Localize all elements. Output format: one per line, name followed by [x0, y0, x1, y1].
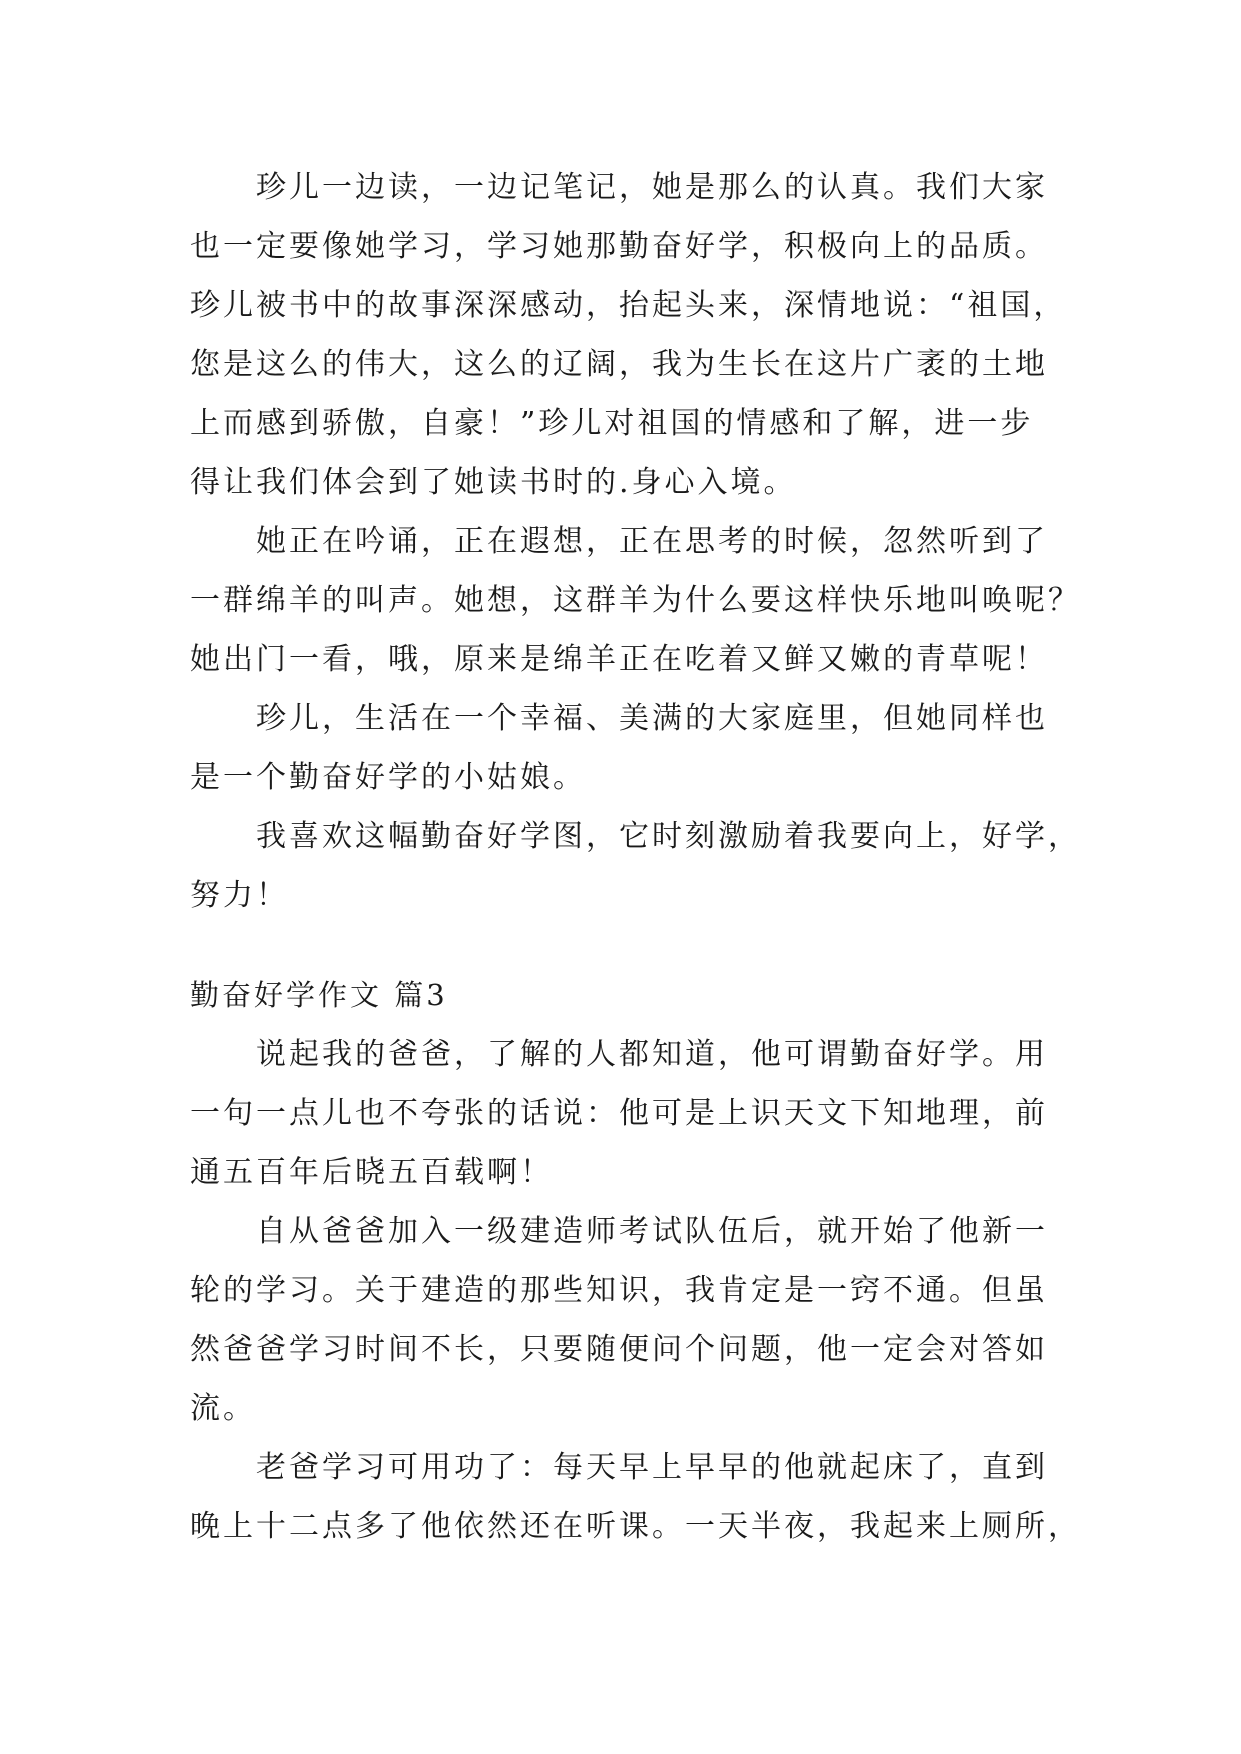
- paragraph: [190, 158, 1067, 512]
- paragraph: [190, 1202, 1060, 1438]
- text-line: 得让我们体会到了她读书时的.身心入境。: [190, 465, 797, 500]
- text-line: 一句一点儿也不夸张的话说：他可是上识天文下知地理，前: [190, 1096, 1048, 1131]
- section-heading: 勤奋好学作文 篇3: [190, 978, 448, 1012]
- document-page: [190, 158, 1081, 1556]
- text-line: 通五百年后晓五百载啊！: [190, 1155, 553, 1190]
- text-line: 珍儿一边读，一边记笔记，她是那么的认真。我们大家: [256, 170, 1048, 205]
- text-line: 她正在吟诵，正在遐想，正在思考的时候，忽然听到了: [256, 524, 1048, 559]
- text-line: 是一个勤奋好学的小姑娘。: [190, 760, 586, 795]
- paragraph: [190, 1025, 1060, 1202]
- text-line: 她出门一看，哦，原来是绵羊正在吃着又鲜又嫩的青草呢！: [190, 642, 1048, 677]
- paragraph: [190, 807, 1081, 925]
- text-line: 轮的学习。关于建造的那些知识，我肯定是一窍不通。但虽: [190, 1273, 1048, 1308]
- text-line: 上而感到骄傲，自豪！”珍儿对祖国的情感和了解，进一步: [190, 406, 1034, 441]
- text-line: 珍儿，生活在一个幸福、美满的大家庭里，但她同样也: [256, 701, 1048, 736]
- text-line: 自从爸爸加入一级建造师考试队伍后，就开始了他新一: [256, 1214, 1048, 1249]
- text-line: 我喜欢这幅勤奋好学图，它时刻激励着我要向上，好学，: [256, 819, 1081, 854]
- text-line: 说起我的爸爸，了解的人都知道，他可谓勤奋好学。用: [256, 1037, 1048, 1072]
- text-line: 然爸爸学习时间不长，只要随便问个问题，他一定会对答如: [190, 1332, 1048, 1367]
- text-line: 努力！: [190, 878, 289, 913]
- text-line: 您是这么的伟大，这么的辽阔，我为生长在这片广袤的土地: [190, 347, 1048, 382]
- paragraph: [190, 512, 1081, 689]
- text-line: 流。: [190, 1391, 256, 1426]
- text-line: 晚上十二点多了他依然还在听课。一天半夜，我起来上厕所，: [190, 1509, 1081, 1544]
- text-line: 珍儿被书中的故事深深感动，抬起头来，深情地说：“祖国，: [190, 288, 1067, 323]
- text-line: 一群绵羊的叫声。她想，这群羊为什么要这样快乐地叫唤呢？: [190, 583, 1081, 618]
- paragraph: [190, 689, 1060, 807]
- section-gap: [190, 925, 1060, 966]
- paragraph: [190, 1438, 1081, 1556]
- text-line: 老爸学习可用功了：每天早上早早的他就起床了，直到: [256, 1450, 1048, 1485]
- text-line: 也一定要像她学习，学习她那勤奋好学，积极向上的品质。: [190, 229, 1048, 264]
